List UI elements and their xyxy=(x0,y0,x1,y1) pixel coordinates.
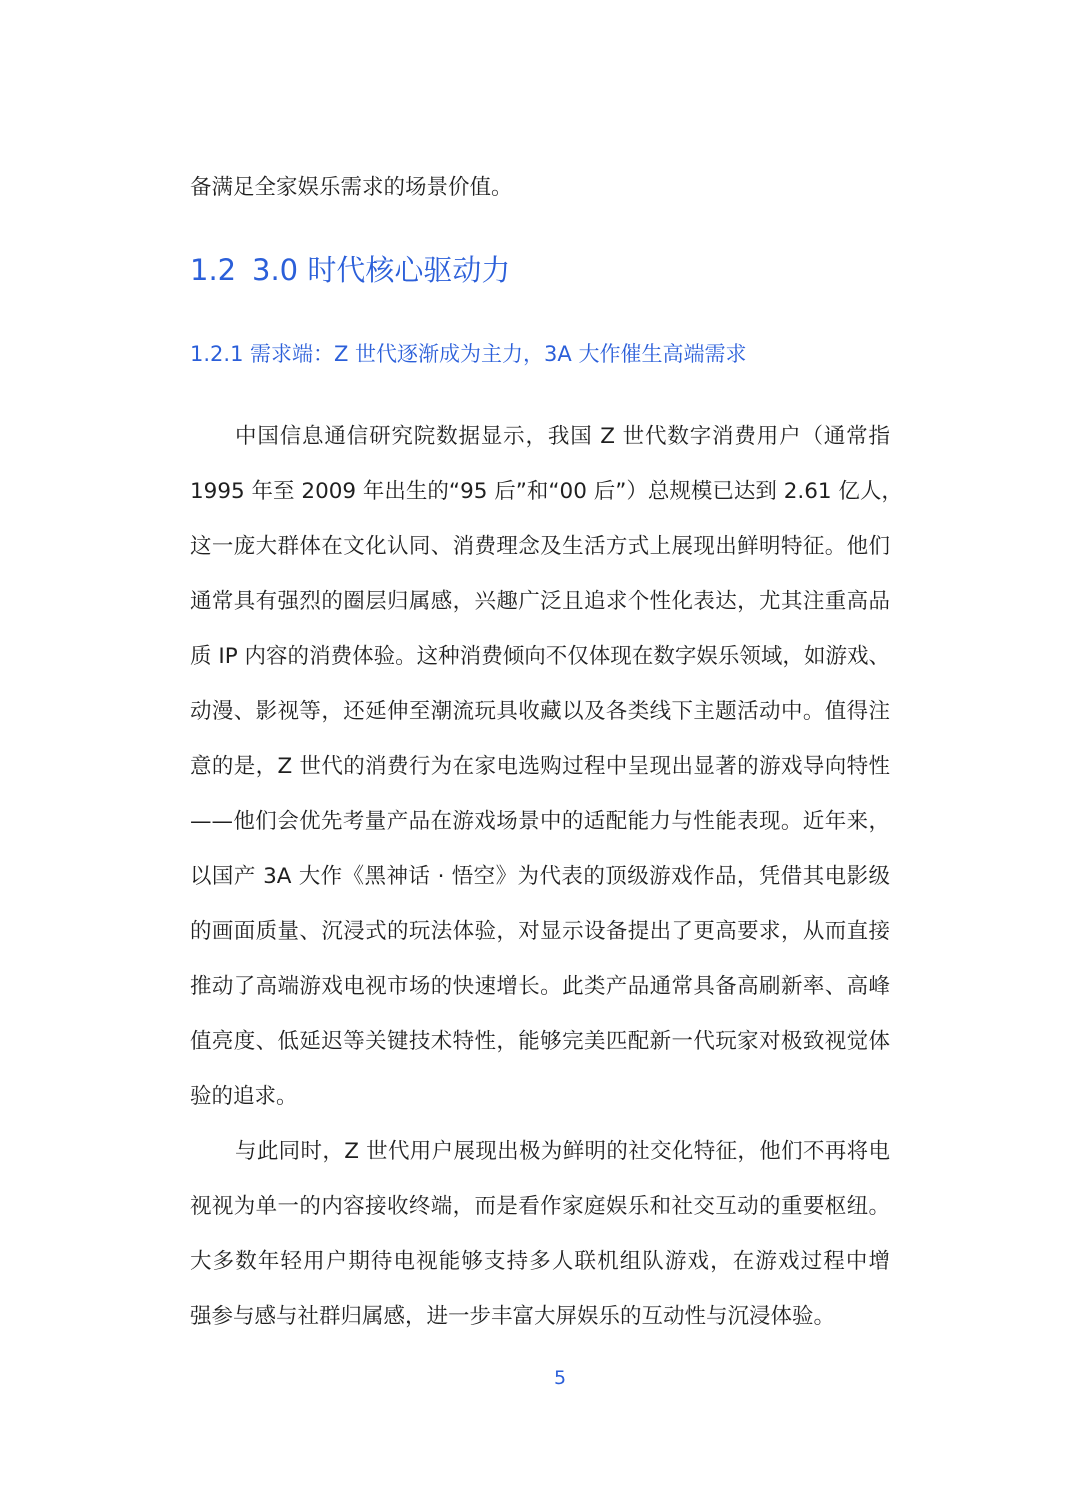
subsection-number: 1.2.1 xyxy=(190,342,244,366)
paragraph-line: 验的追求。 xyxy=(190,1084,298,1109)
paragraph-line: 这一庞大群体在文化认同、消费理念及生活方式上展现出鲜明特征。他们 xyxy=(190,534,890,559)
intro-text-line: 备满足全家娱乐需求的场景价值。 xyxy=(190,175,513,200)
paragraph-line: 的画面质量、沉浸式的玩法体验，对显示设备提出了更高要求，从而直接 xyxy=(190,919,890,944)
paragraph-line: 以国产 3A 大作《黑神话 · 悟空》为代表的顶级游戏作品，凭借其电影级 xyxy=(190,864,890,889)
paragraph-line: 通常具有强烈的圈层归属感，兴趣广泛且追求个性化表达，尤其注重高品 xyxy=(190,589,890,614)
paragraph-line: 与此同时，Z 世代用户展现出极为鲜明的社交化特征，他们不再将电 xyxy=(235,1139,890,1164)
paragraph-line: 意的是，Z 世代的消费行为在家电选购过程中呈现出显著的游戏导向特性 xyxy=(190,754,890,779)
paragraph-line: 中国信息通信研究院数据显示，我国 Z 世代数字消费用户（通常指 xyxy=(235,424,890,449)
subsection-title: 需求端：Z 世代逐渐成为主力，3A 大作催生高端需求 xyxy=(250,342,747,366)
section-number: 1.2 xyxy=(190,253,237,287)
paragraph-line: ——他们会优先考量产品在游戏场景中的适配能力与性能表现。近年来， xyxy=(190,809,890,834)
page-number: 5 xyxy=(553,1367,567,1389)
paragraph-line: 值亮度、低延迟等关键技术特性，能够完美匹配新一代玩家对极致视觉体 xyxy=(190,1029,890,1054)
paragraph-line: 强参与感与社群归属感，进一步丰富大屏娱乐的互动性与沉浸体验。 xyxy=(190,1304,836,1329)
paragraph-line: 大多数年轻用户期待电视能够支持多人联机组队游戏，在游戏过程中增 xyxy=(190,1249,890,1274)
paragraph-line: 1995 年至 2009 年出生的“95 后”和“00 后”）总规模已达到 2.61 亿人， xyxy=(190,479,903,504)
paragraph-line: 视视为单一的内容接收终端，而是看作家庭娱乐和社交互动的重要枢纽。 xyxy=(190,1194,890,1219)
section-heading xyxy=(190,250,510,290)
section-title: 3.0 时代核心驱动力 xyxy=(252,253,511,287)
paragraph-line: 推动了高端游戏电视市场的快速增长。此类产品通常具备高刷新率、高峰 xyxy=(190,974,890,999)
subsection-heading xyxy=(190,338,746,370)
paragraph-line: 动漫、影视等，还延伸至潮流玩具收藏以及各类线下主题活动中。值得注 xyxy=(190,699,890,724)
paragraph-line: 质 IP 内容的消费体验。这种消费倾向不仅体现在数字娱乐领域，如游戏、 xyxy=(190,644,890,669)
